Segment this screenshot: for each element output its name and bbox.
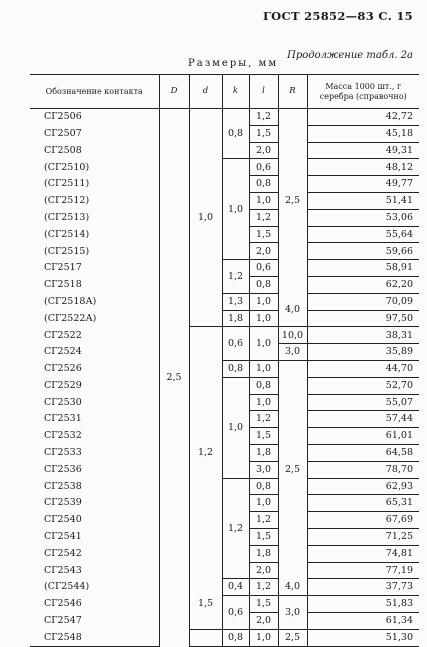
cell-mass: 48,12 [307,159,419,176]
page-header: ГОСТ 25852—83 С. 15 [262,9,413,23]
cell-mass: 64,58 [307,444,419,461]
cell-k: 1,0 [222,377,249,478]
cell-R: 2,5 [278,109,307,294]
cell-mass: 37,73 [307,579,419,596]
cell-l: 1,0 [249,327,278,361]
cell-mass: 44,70 [307,360,419,377]
cell-mass: 97,50 [307,310,419,327]
cell-k: 1,0 [222,159,249,260]
cell-mass: 49,77 [307,176,419,193]
col-header-l: l [249,75,278,109]
cell-l: 0,6 [249,159,278,176]
cell-mass: 51,83 [307,596,419,613]
cell-k: 0,4 [222,579,249,596]
cell-l: 1,5 [249,428,278,445]
table-row [30,579,419,596]
cell-l: 0,8 [249,377,278,394]
table-row [30,293,419,310]
cell-mass: 70,09 [307,293,419,310]
table-row [30,109,419,126]
cell-l: 1,0 [249,629,278,646]
contact-name: СГ2526 [44,363,82,375]
contact-name: СГ2547 [44,615,82,627]
cell-d: 1,5 [189,579,222,629]
cell-mass: 51,41 [307,192,419,209]
cell-mass: 38,31 [307,327,419,344]
cell-l: 1,0 [249,192,278,209]
col-header-mass [307,75,419,109]
cell-R: 3,0 [278,596,307,630]
col-header-R: R [278,75,307,109]
cell-R: 2,5 [278,629,307,646]
cell-d: 1,0 [189,109,222,327]
cell-mass: 35,89 [307,344,419,361]
cell-k: 0,6 [222,596,249,630]
cell-mass: 55,07 [307,394,419,411]
table-row [30,377,419,394]
cell-R: 3,0 [278,344,307,361]
cell-l: 1,8 [249,545,278,562]
contact-name: СГ2524 [44,346,82,358]
contact-name: СГ2543 [44,564,82,576]
cell-d: 1,2 [189,327,222,579]
cell-mass: 78,70 [307,461,419,478]
table-row [30,327,419,344]
contact-name: СГ2530 [44,396,82,408]
contact-name: (СГ2512) [44,195,90,207]
cell-k: 1,8 [222,310,249,327]
contact-name: СГ2507 [44,127,82,139]
cell-mass: 67,69 [307,512,419,529]
cell-l: 1,2 [249,411,278,428]
contact-name: СГ2541 [44,531,82,543]
cell-mass: 77,19 [307,562,419,579]
cell-k: 1,2 [222,260,249,294]
mass-header-line1: Масса 1000 шт., г [325,82,402,92]
cell-l: 1,0 [249,495,278,512]
cell-l: 2,0 [249,243,278,260]
contact-name: (СГ2510) [44,161,90,173]
table-row [30,596,419,613]
cell-mass: 59,66 [307,243,419,260]
cell-k: 1,3 [222,293,249,310]
cell-l: 1,0 [249,394,278,411]
cell-mass: 42,72 [307,109,419,126]
contact-name: СГ2538 [44,480,82,492]
contact-name: СГ2539 [44,497,82,509]
contact-name: СГ2517 [44,262,82,274]
table-row [30,310,419,327]
col-header-k: k [222,75,249,109]
cell-R: 4,0 [278,579,307,596]
cell-l: 2,0 [249,562,278,579]
table-row [30,159,419,176]
table-row [30,360,419,377]
cell-l: 1,5 [249,596,278,613]
contact-name: СГ2508 [44,144,82,156]
cell-mass: 53,06 [307,209,419,226]
cell-l: 2,0 [249,612,278,629]
contact-name: СГ2548 [30,629,159,646]
contact-name: СГ2533 [44,447,82,459]
cell-mass: 74,81 [307,545,419,562]
cell-d [189,629,222,646]
cell-mass: 57,44 [307,411,419,428]
contact-name: СГ2529 [44,379,82,391]
cell-R: 2,5 [278,360,307,578]
cell-mass: 65,31 [307,495,419,512]
cell-l: 1,0 [249,310,278,327]
cell-R: 10,0 [278,327,307,344]
cell-l: 0,8 [249,478,278,495]
cell-mass: 62,20 [307,276,419,293]
table-continuation-label: Продолжение табл. 2а [287,50,413,61]
cell-R: 4,0 [278,293,307,327]
cell-k: 0,8 [222,109,249,159]
contact-name: (СГ2513) [44,211,90,223]
cell-mass: 71,25 [307,528,419,545]
contact-name: (СГ2522А) [44,312,97,324]
cell-mass: 55,64 [307,226,419,243]
cell-k: 0,8 [222,629,249,646]
contact-name: СГ2531 [44,413,82,425]
contacts-table [30,74,419,647]
cell-mass: 62,93 [307,478,419,495]
cell-l: 1,0 [249,360,278,377]
col-header-d: d [189,75,222,109]
cell-l: 0,8 [249,276,278,293]
dimensions-label: Размеры, мм [188,58,279,69]
cell-D: 2,5 [159,109,189,647]
table-row [30,629,419,646]
contact-name: СГ2536 [44,463,82,475]
cell-l: 1,2 [249,512,278,529]
cell-l: 0,8 [249,176,278,193]
cell-mass: 58,91 [307,260,419,277]
cell-l: 1,5 [249,528,278,545]
table-header-row [30,75,419,109]
mass-header-line2: серебра (справочно) [319,91,407,101]
cell-mass: 51,30 [307,629,419,646]
contact-name: СГ2546 [44,598,82,610]
cell-k: 0,6 [222,327,249,361]
table-row [30,478,419,495]
cell-l: 1,8 [249,444,278,461]
cell-l: 3,0 [249,461,278,478]
contact-name: СГ2522 [44,329,82,341]
cell-l: 1,0 [249,293,278,310]
contact-name: (СГ2514) [44,228,90,240]
cell-l: 1,5 [249,226,278,243]
cell-mass: 61,34 [307,612,419,629]
contact-name: СГ2532 [44,430,82,442]
cell-mass: 52,70 [307,377,419,394]
cell-mass: 61,01 [307,428,419,445]
cell-l: 0,6 [249,260,278,277]
contact-name: (СГ2515) [44,245,90,257]
contact-name: (СГ2511) [44,178,90,190]
cell-mass: 49,31 [307,142,419,159]
cell-mass: 45,18 [307,125,419,142]
cell-l: 2,0 [249,142,278,159]
contact-name: (СГ2544) [44,581,90,593]
contact-name: СГ2540 [44,514,82,526]
col-header-D: D [159,75,189,109]
cell-l: 1,5 [249,125,278,142]
contact-name: СГ2518 [44,279,82,291]
cell-l: 1,2 [249,109,278,126]
contact-name: СГ2542 [44,547,82,559]
col-header-name: Обозначение контакта [30,75,159,109]
cell-l: 1,2 [249,579,278,596]
contact-name: СГ2506 [44,111,82,123]
table-row [30,260,419,277]
contact-name: (СГ2518А) [44,295,97,307]
cell-k: 0,8 [222,360,249,377]
cell-k: 1,2 [222,478,249,579]
cell-l: 1,2 [249,209,278,226]
